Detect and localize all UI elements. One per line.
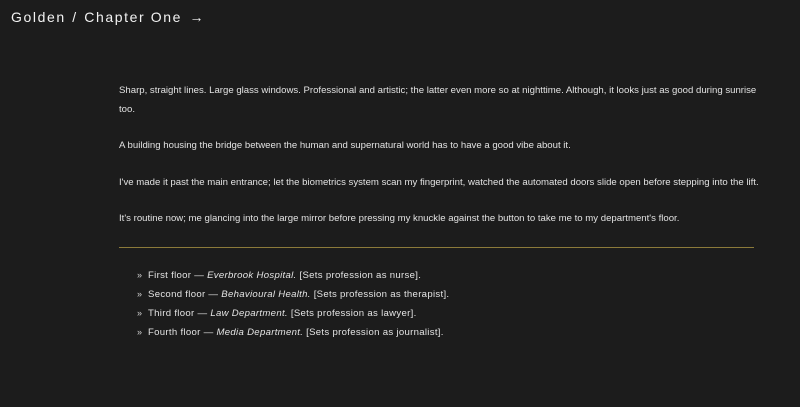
chevron-right-icon: » — [137, 269, 143, 280]
choice-effect-label: [Sets profession as nurse]. — [296, 269, 422, 281]
choice-place-label: Media Department. — [216, 326, 304, 338]
choice-place-label: Everbrook Hospital. — [207, 269, 297, 281]
choice-second-floor[interactable]: » Second floor — Behavioural Health. [Sets profession as therapist]. — [137, 285, 759, 304]
story-paragraph-3: I've made it past the main entrance; let the biometrics system scan my fingerprint, watched the automated doors slide open before stepping into the lift. — [119, 176, 759, 188]
chapter-content — [119, 82, 759, 342]
chapter-title-link[interactable]: Chapter One — [84, 9, 183, 25]
choice-floor-label: Third floor — [148, 307, 195, 319]
choice-effect-label: [Sets profession as therapist]. — [310, 288, 450, 300]
choice-first-floor[interactable]: » First floor — Everbrook Hospital. [Sets profession as nurse]. — [137, 266, 759, 285]
story-paragraph-2: A building housing the bridge between the human and supernatural world has to have a good vibe about it. — [119, 140, 571, 151]
choice-fourth-floor[interactable]: » Fourth floor — Media Department. [Sets profession as journalist]. — [137, 323, 759, 342]
story-paragraph-1: Sharp, straight lines. Large glass windows. Professional and artistic; the latter even more so at nighttime. Although, it looks just as good during sunrise too. — [119, 85, 757, 115]
chevron-right-icon: » — [137, 326, 143, 337]
choice-place-label: Law Department. — [210, 307, 288, 319]
breadcrumb-separator: / — [72, 9, 78, 25]
choice-list — [119, 266, 759, 342]
choice-floor-label: Fourth floor — [148, 326, 201, 338]
choice-place-label: Behavioural Health. — [221, 288, 311, 300]
story-title-link[interactable]: Golden — [11, 9, 66, 25]
section-divider — [119, 247, 754, 248]
chevron-right-icon: » — [137, 307, 143, 318]
breadcrumb — [11, 9, 205, 25]
story-paragraph-4: It's routine now; me glancing into the large mirror before pressing my knuckle against the button to take me to my department's floor. — [119, 213, 680, 224]
choice-effect-label: [Sets profession as journalist]. — [303, 326, 444, 338]
chevron-right-icon: » — [137, 288, 143, 299]
choice-floor-label: Second floor — [148, 288, 206, 300]
choice-third-floor[interactable]: » Third floor — Law Department. [Sets profession as lawyer]. — [137, 304, 759, 323]
arrow-right-icon[interactable]: → — [189, 9, 206, 25]
choice-floor-label: First floor — [148, 269, 192, 281]
choice-effect-label: [Sets profession as lawyer]. — [287, 307, 417, 319]
